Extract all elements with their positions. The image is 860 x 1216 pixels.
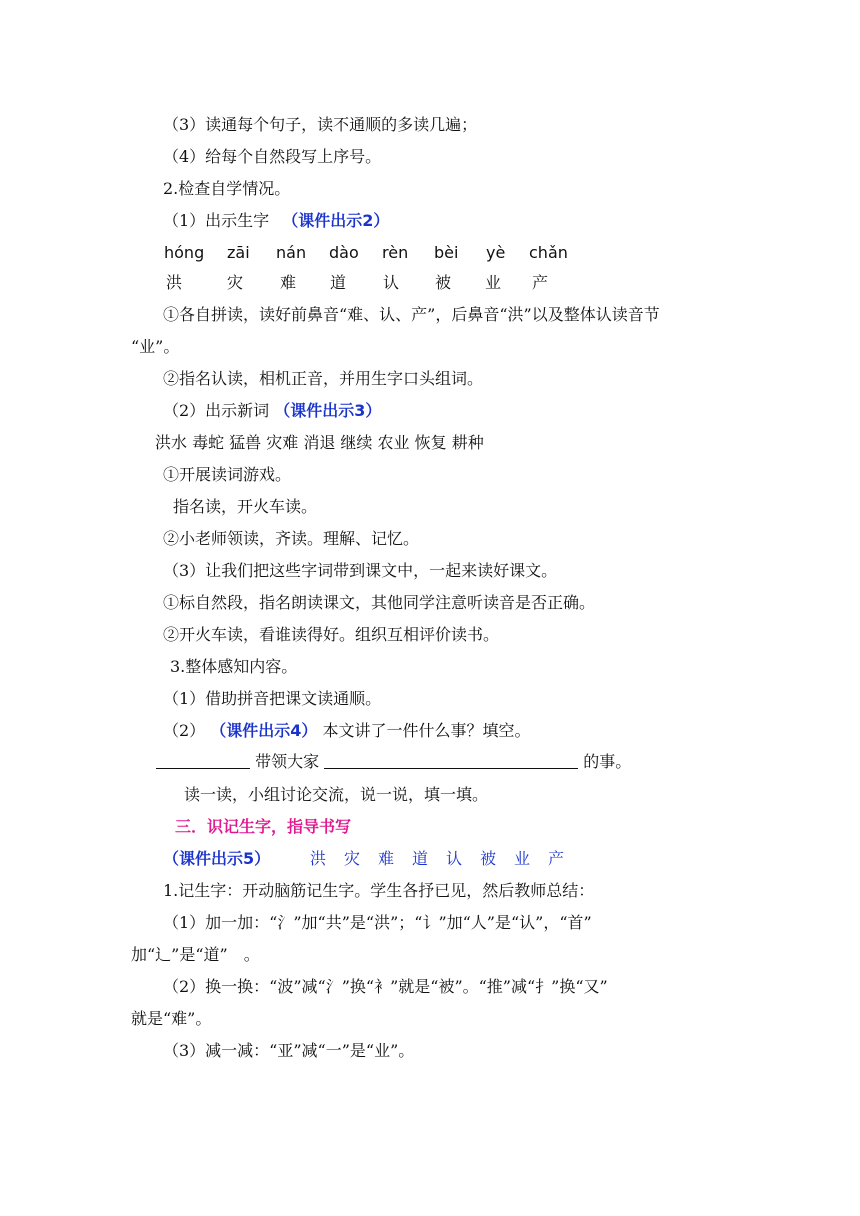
hanzi-item: 认 xyxy=(383,273,400,292)
spelling-instruction-line1: ①各自拼读，读好前鼻音“难、认、产”，后鼻音“洪”以及整体认读音节 xyxy=(163,305,660,324)
hanzi-item: 灾 xyxy=(227,273,244,292)
name-reading-instruction: ②指名认读，相机正音，并用生字口头组词。 xyxy=(163,369,484,388)
train-reading-line: 指名读，开火车读。 xyxy=(173,497,318,516)
add-method-line2: 加“辶”是“道” 。 xyxy=(131,945,260,964)
courseware-char: 业 xyxy=(514,849,531,868)
courseware-char: 道 xyxy=(412,849,429,868)
pinyin-item: bèi xyxy=(434,243,459,262)
fill-blank-middle: 带领大家 xyxy=(255,752,320,771)
little-teacher-line: ②小老师领读，齐读。理解、记忆。 xyxy=(163,529,420,548)
mark-paragraphs-line: ①标自然段，指名朗读课文，其他同学注意听读音是否正确。 xyxy=(163,593,596,612)
pinyin-item: rèn xyxy=(382,243,409,262)
memorize-characters-line: 1.记生字：开动脑筋记生字。学生各抒已见，然后教师总结： xyxy=(163,881,595,900)
train-read-evaluate-line: ②开火车读，看谁读得好。组织互相评价读书。 xyxy=(163,625,500,644)
show-characters-text: （1）出示生字 xyxy=(163,211,270,230)
word-game-line: ①开展读词游戏。 xyxy=(163,465,292,484)
part-3-heading: 三．识记生字，指导书写 xyxy=(175,817,352,836)
hanzi-item: 产 xyxy=(532,273,549,292)
fill-blank-prefix: （2） xyxy=(163,721,206,740)
spelling-instruction-line2: “业”。 xyxy=(131,337,180,356)
bring-words-line: （3）让我们把这些字词带到课文中，一起来读好课文。 xyxy=(163,561,558,580)
courseware-char: 产 xyxy=(548,849,565,868)
read-smoothly-line: （1）借助拼音把课文读通顺。 xyxy=(163,689,382,708)
blank-what[interactable] xyxy=(324,752,578,769)
fill-blank-question: 本文讲了一件什么事？填空。 xyxy=(322,721,531,740)
fill-blank-question-line xyxy=(163,721,531,741)
courseware-char: 被 xyxy=(480,849,497,868)
pinyin-item: dào xyxy=(329,243,359,262)
step-3-read-sentences: （3）读通每个句子，读不通顺的多读几遍； xyxy=(163,115,478,134)
section-2-heading: 2.检查自学情况。 xyxy=(163,179,291,198)
pinyin-item: nán xyxy=(276,243,307,262)
show-words-text: （2）出示新词 xyxy=(163,401,270,420)
hanzi-item: 被 xyxy=(435,273,452,292)
courseware-char: 认 xyxy=(446,849,463,868)
blank-who[interactable] xyxy=(156,752,250,769)
step-4-number-paragraphs: （4）给每个自然段写上序号。 xyxy=(163,147,382,166)
courseware-char: 灾 xyxy=(344,849,361,868)
courseware-tag-3: （课件出示3） xyxy=(274,401,382,420)
courseware-tag-5: （课件出示5） xyxy=(163,849,271,868)
swap-method-line2: 就是“难”。 xyxy=(131,1009,212,1028)
courseware-char: 难 xyxy=(378,849,395,868)
courseware-tag-2: （课件出示2） xyxy=(282,211,390,230)
show-characters-line xyxy=(163,211,389,231)
subtract-method-line: （3）减一减：“亚”减“一”是“业”。 xyxy=(163,1041,415,1060)
fill-blank-line xyxy=(156,752,631,772)
hanzi-item: 洪 xyxy=(166,273,183,292)
hanzi-item: 难 xyxy=(280,273,297,292)
swap-method-line1: （2）换一换：“波”减“氵”换“衤”就是“被”。“推”减“扌”换“又” xyxy=(163,977,608,996)
pinyin-item: zāi xyxy=(227,243,250,262)
show-words-line xyxy=(163,401,381,421)
hanzi-item: 业 xyxy=(485,273,502,292)
courseware-char: 洪 xyxy=(310,849,327,868)
discussion-line: 读一读，小组讨论交流，说一说，填一填。 xyxy=(184,785,489,804)
pinyin-item: yè xyxy=(486,243,506,262)
hanzi-item: 道 xyxy=(330,273,347,292)
courseware-tag-4: （课件出示4） xyxy=(210,721,318,740)
pinyin-item: chǎn xyxy=(529,243,568,262)
fill-blank-end: 的事。 xyxy=(583,752,632,771)
section-3-heading: 3.整体感知内容。 xyxy=(170,657,298,676)
pinyin-item: hóng xyxy=(164,243,205,262)
new-words-list: 洪水 毒蛇 猛兽 灾难 消退 继续 农业 恢复 耕种 xyxy=(155,433,484,452)
add-method-line1: （1）加一加：“氵”加“共”是“洪”；“讠”加“人”是“认”，“首” xyxy=(163,913,592,932)
